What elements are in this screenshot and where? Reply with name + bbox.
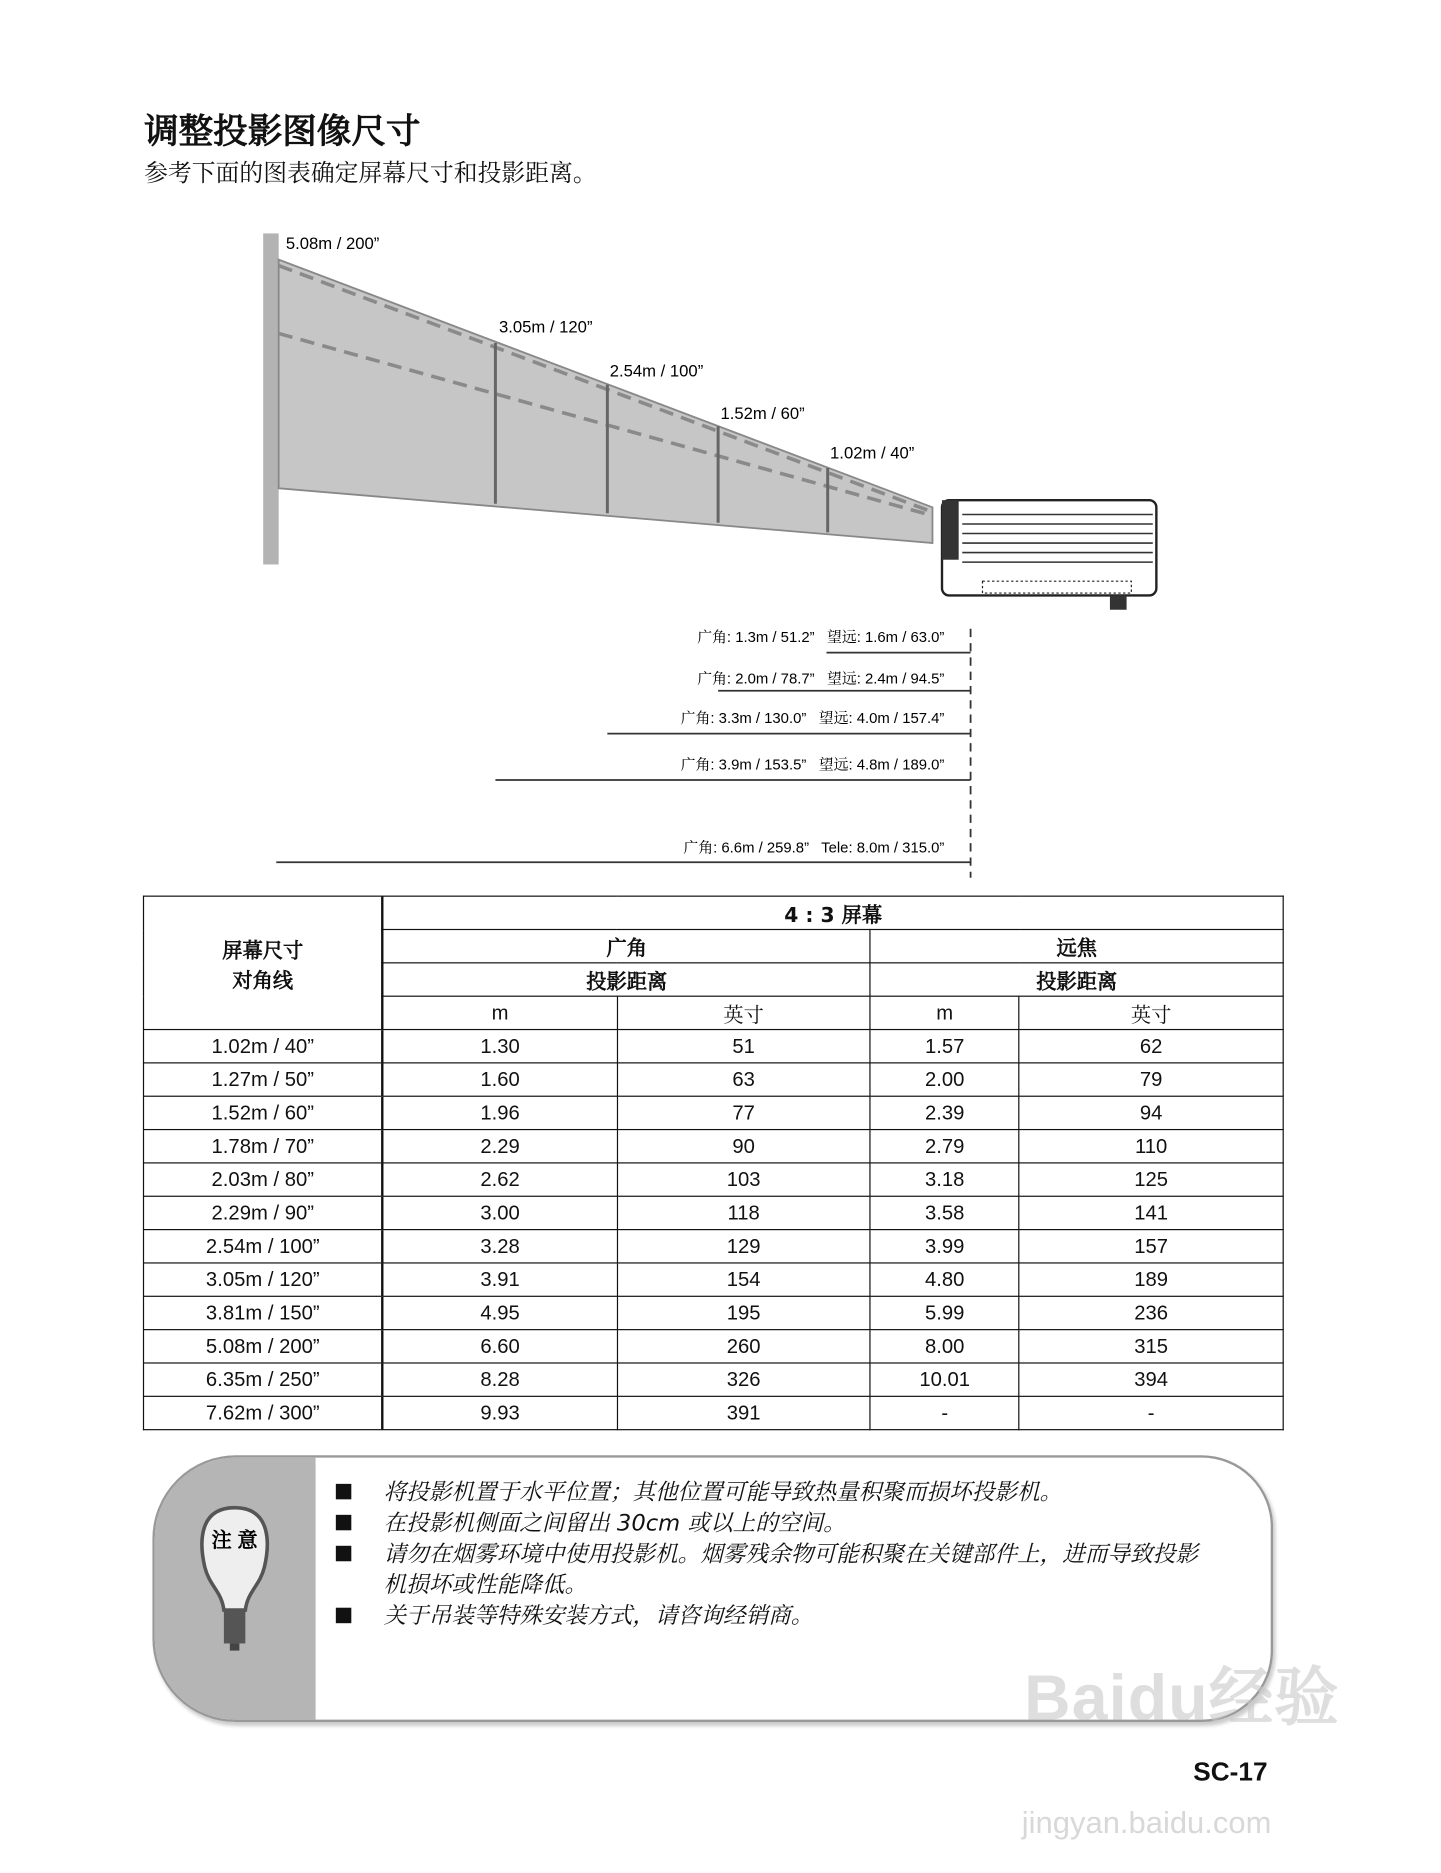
unit-in: 英寸	[617, 996, 870, 1029]
screen-size-header: 屏幕尺寸 对角线	[144, 896, 383, 1029]
screen-size-cell: 3.81m / 150”	[144, 1296, 383, 1329]
distance-cell: 326	[617, 1363, 870, 1396]
screen-wall	[263, 233, 278, 564]
screen-label: 5.08m / 200”	[285, 233, 380, 253]
distance-label: 广角: 3.3m / 130.0” 望远: 4.0m / 157.4”	[680, 710, 945, 727]
distance-cell: 1.60	[383, 1063, 617, 1096]
distance-cell: 3.00	[383, 1196, 617, 1229]
distance-cell: 3.58	[870, 1196, 1019, 1229]
screen-label: 2.54m / 100”	[609, 361, 704, 381]
distance-cell: 260	[617, 1330, 870, 1363]
table-row	[144, 1163, 1284, 1196]
screen-size-cell: 1.02m / 40”	[144, 1030, 383, 1063]
projection-diagram	[0, 0, 1441, 905]
distance-cell: 90	[617, 1130, 870, 1163]
distance-cell: 10.01	[870, 1363, 1019, 1396]
unit-in: 英寸	[1019, 996, 1283, 1029]
table-row	[144, 1263, 1284, 1296]
screen-size-cell: 5.08m / 200”	[144, 1330, 383, 1363]
wide-header: 广角	[383, 929, 871, 962]
screen-label: 1.52m / 60”	[720, 404, 805, 424]
table-row	[144, 1030, 1284, 1063]
distance-label: 广角: 3.9m / 153.5” 望远: 4.8m / 189.0”	[680, 757, 945, 774]
distance-cell: 3.99	[870, 1230, 1019, 1263]
table-row	[144, 1096, 1284, 1129]
caution-item: 在投影机侧面之间留出 30cm 或以上的空间。	[333, 1508, 1217, 1539]
distance-cell: 6.60	[383, 1330, 617, 1363]
distance-cell: 5.99	[870, 1296, 1019, 1329]
page-title: 调整投影图像尺寸	[144, 110, 421, 152]
screen-label: 1.02m / 40”	[830, 443, 915, 463]
distance-cell: 391	[617, 1396, 870, 1429]
distance-cell: 77	[617, 1096, 870, 1129]
distance-cell: 62	[1019, 1030, 1283, 1063]
unit-m: m	[383, 996, 617, 1029]
wide-distance-header: 投影距离	[383, 963, 871, 996]
distance-cell: 141	[1019, 1196, 1283, 1229]
distance-cell: -	[870, 1396, 1019, 1429]
distance-cell: 8.00	[870, 1330, 1019, 1363]
distance-cell: 63	[617, 1063, 870, 1096]
screen-size-cell: 3.05m / 120”	[144, 1263, 383, 1296]
distance-cell: 2.79	[870, 1130, 1019, 1163]
distance-cell: 2.62	[383, 1163, 617, 1196]
caution-label: 注 意	[211, 1529, 258, 1552]
screen-size-cell: 2.54m / 100”	[144, 1230, 383, 1263]
distance-cell: 315	[1019, 1330, 1283, 1363]
screen-size-cell: 1.52m / 60”	[144, 1096, 383, 1129]
caution-side-panel	[155, 1458, 316, 1720]
screen-size-cell: 1.78m / 70”	[144, 1130, 383, 1163]
screen-label: 3.05m / 120”	[498, 317, 593, 337]
distance-cell: 1.30	[383, 1030, 617, 1063]
distance-cell: 2.39	[870, 1096, 1019, 1129]
distance-cell: 236	[1019, 1296, 1283, 1329]
aspect-header: 4 : 3 屏幕	[383, 896, 1284, 929]
table-row	[144, 1296, 1284, 1329]
watermark-url: jingyan.baidu.com	[1021, 1804, 1272, 1840]
tele-distance-header: 投影距离	[870, 963, 1283, 996]
distance-cell: 110	[1019, 1130, 1283, 1163]
distance-cell: 189	[1019, 1263, 1283, 1296]
distance-label: 广角: 6.6m / 259.8” Tele: 8.0m / 315.0”	[683, 840, 945, 857]
table-row	[144, 1396, 1284, 1429]
distance-cell: 8.28	[383, 1363, 617, 1396]
screen-size-cell: 6.35m / 250”	[144, 1363, 383, 1396]
distance-cell: 3.91	[383, 1263, 617, 1296]
distance-label: 广角: 2.0m / 78.7” 望远: 2.4m / 94.5”	[697, 671, 945, 688]
distance-cell: 4.95	[383, 1296, 617, 1329]
distance-cell: 1.57	[870, 1030, 1019, 1063]
distance-cell: 103	[617, 1163, 870, 1196]
distance-label: 广角: 1.3m / 51.2” 望远: 1.6m / 63.0”	[697, 629, 945, 646]
projector-illustration	[942, 500, 1156, 610]
distance-cell: -	[1019, 1396, 1283, 1429]
screen-size-cell: 1.27m / 50”	[144, 1063, 383, 1096]
lightbulb-icon	[155, 1458, 316, 1720]
distance-cell: 118	[617, 1196, 870, 1229]
distance-cell: 154	[617, 1263, 870, 1296]
screen-size-cell: 2.03m / 80”	[144, 1163, 383, 1196]
screen-size-cell: 7.62m / 300”	[144, 1396, 383, 1429]
page-number: SC-17	[1193, 1756, 1268, 1787]
caution-item: 将投影机置于水平位置；其他位置可能导致热量积聚而损坏投影机。	[333, 1477, 1217, 1508]
distance-cell: 4.80	[870, 1263, 1019, 1296]
distance-cell: 125	[1019, 1163, 1283, 1196]
distance-cell: 94	[1019, 1096, 1283, 1129]
distance-cell: 157	[1019, 1230, 1283, 1263]
unit-m: m	[870, 996, 1019, 1029]
distance-cell: 129	[617, 1230, 870, 1263]
distance-cell: 2.29	[383, 1130, 617, 1163]
distance-cell: 1.96	[383, 1096, 617, 1129]
projection-distance-table	[143, 896, 1284, 1431]
table-row	[144, 1230, 1284, 1263]
table-row	[144, 1063, 1284, 1096]
distance-cell: 394	[1019, 1363, 1283, 1396]
tele-header: 远焦	[870, 929, 1283, 962]
distance-cell: 3.18	[870, 1163, 1019, 1196]
table-row	[144, 1196, 1284, 1229]
distance-cell: 79	[1019, 1063, 1283, 1096]
table-row	[144, 1130, 1284, 1163]
distance-cell: 51	[617, 1030, 870, 1063]
watermark-brand: Baidu经验	[1024, 1662, 1340, 1734]
table-row	[144, 1330, 1284, 1363]
distance-cell: 195	[617, 1296, 870, 1329]
caution-item: 关于吊装等特殊安装方式，请咨询经销商。	[333, 1601, 1217, 1632]
distance-cell: 2.00	[870, 1063, 1019, 1096]
caution-item: 请勿在烟雾环境中使用投影机。烟雾残余物可能积聚在关键部件上，进而导致投影机损坏或性能降低。	[333, 1539, 1217, 1601]
caution-list	[333, 1477, 1217, 1632]
table-row	[144, 1363, 1284, 1396]
screen-size-cell: 2.29m / 90”	[144, 1196, 383, 1229]
page-subtitle: 参考下面的图表确定屏幕尺寸和投影距离。	[144, 158, 597, 187]
distance-cell: 9.93	[383, 1396, 617, 1429]
distance-cell: 3.28	[383, 1230, 617, 1263]
